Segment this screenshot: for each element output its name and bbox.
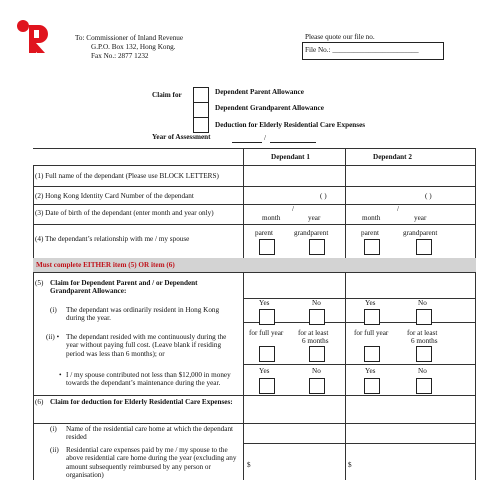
dep2-full-year-label: for full year (354, 329, 389, 337)
dep1-at-least-label: for at least (298, 329, 329, 337)
option-grandparent-allowance: Dependent Grandparent Allowance (215, 104, 324, 112)
dep1-parent-checkbox[interactable] (259, 239, 275, 255)
dep2-full-year-checkbox[interactable] (364, 346, 380, 362)
year-sep: / (264, 134, 266, 142)
dep1-expense-dollar: $ (247, 461, 251, 469)
dep2-contrib-yes-checkbox[interactable] (364, 378, 380, 394)
dep2-6-months-checkbox[interactable] (416, 346, 432, 362)
dep2-resident-yes-checkbox[interactable] (364, 309, 380, 325)
dep1-name-field[interactable] (244, 166, 344, 185)
dep2-parent-label: parent (361, 229, 379, 237)
dep2-6-months-label: 6 months (411, 337, 438, 345)
year-field-1[interactable] (232, 142, 262, 143)
dep1-expense-field[interactable] (255, 456, 343, 472)
dep2-grandparent-label: grandparent (403, 229, 438, 237)
item6ii-text: Residential care expenses paid by me / my spouse to the above residential care home during the year (excluding any amount subsequently reimbursed by any person or organisation) (66, 446, 237, 480)
dep1-grandparent-label: grandparent (294, 229, 329, 237)
dep2-hkid-check[interactable]: ( ) (425, 192, 432, 200)
row3-label: (3) Date of birth of the dependant (enter month and year only) (35, 209, 214, 217)
dep2-year-label: year (414, 214, 427, 222)
row4-label: (4) The dependant’s relationship with me / my spouse (35, 235, 190, 243)
dep1-grandparent-checkbox[interactable] (309, 239, 325, 255)
dep2-expense-dollar: $ (348, 461, 352, 469)
item5-title: Claim for Dependent Parent and / or Dependent Grandparent Allowance: (50, 279, 198, 296)
item5i-text: The dependant was ordinarily resident in Hong Kong during the year. (66, 306, 220, 323)
item5-number: (5) (35, 279, 44, 287)
row1-label: (1) Full name of the dependant (Please use BLOCK LETTERS) (35, 172, 219, 180)
col-header-dependant-2: Dependant 2 (373, 153, 412, 161)
dep2-resident-no-label: No (418, 299, 427, 307)
dep2-resident-yes-label: Yes (365, 299, 376, 307)
year-of-assessment-label: Year of Assessment (152, 133, 211, 141)
dep1-contrib-no-checkbox[interactable] (309, 378, 325, 394)
dep2-contrib-no-checkbox[interactable] (416, 378, 432, 394)
dep1-hkid-check[interactable]: ( ) (320, 192, 327, 200)
dep1-care-home-field[interactable] (244, 424, 344, 442)
dep2-resident-no-checkbox[interactable] (416, 309, 432, 325)
checkbox-grandparent-allowance[interactable] (193, 102, 209, 118)
dep2-contrib-no-label: No (418, 367, 427, 375)
item5i-number: (i) (50, 306, 57, 314)
item6ii-number: (ii) (50, 446, 59, 454)
ird-logo (17, 17, 50, 55)
dep1-contrib-yes-label: Yes (259, 367, 270, 375)
item6i-text: Name of the residential care home at which the dependant resided (66, 425, 234, 442)
item5ii-text: The dependant resided with me continuously during the year without paying full cost. (Leave blank if residing period was less than 6 months); or (66, 333, 227, 358)
item5ii-b-text: I / my spouse contributed not less than $12,000 in money towards the dependant’s maintenance during the year. (66, 371, 231, 388)
item5ii-b-bullet: • (59, 371, 62, 379)
fax-line: Fax No.: 2877 1232 (91, 52, 149, 60)
dep2-name-field[interactable] (346, 166, 474, 185)
row2-label: (2) Hong Kong Identity Card Number of the dependant (35, 192, 194, 200)
checkbox-parent-allowance[interactable] (193, 87, 209, 103)
dep1-full-year-checkbox[interactable] (259, 346, 275, 362)
address-line-1: To: Commissioner of Inland Revenue (75, 34, 184, 42)
dep1-resident-no-checkbox[interactable] (309, 309, 325, 325)
dep2-at-least-label: for at least (407, 329, 438, 337)
dob-slash-2: / (397, 205, 399, 213)
dep1-contrib-no-label: No (312, 367, 321, 375)
dep1-resident-yes-label: Yes (259, 299, 270, 307)
checkbox-elderly-care[interactable] (193, 117, 209, 133)
dep2-contrib-yes-label: Yes (365, 367, 376, 375)
col-header-dependant-1: Dependant 1 (271, 153, 310, 161)
dep1-resident-yes-checkbox[interactable] (259, 309, 275, 325)
dep2-month-label: month (362, 214, 381, 222)
dep1-month-label: month (262, 214, 281, 222)
quote-label: Please quote our file no. (305, 33, 375, 41)
year-field-2[interactable] (270, 142, 316, 143)
item6i-number: (i) (50, 425, 57, 433)
dep1-year-label: year (308, 214, 321, 222)
dep2-expense-field[interactable] (356, 456, 474, 472)
dep1-6-months-label: 6 months (302, 337, 329, 345)
must-complete-note: Must complete EITHER item (5) OR item (6) (36, 261, 175, 269)
claim-for-label: Claim for (152, 91, 182, 99)
file-no-label: File No.: ________________________ (305, 46, 419, 54)
dep1-full-year-label: for full year (249, 329, 284, 337)
item6-title: Claim for deduction for Elderly Residential Care Expenses: (50, 398, 233, 406)
option-parent-allowance: Dependent Parent Allowance (215, 88, 304, 96)
dep1-6-months-checkbox[interactable] (309, 346, 325, 362)
dep2-care-home-field[interactable] (346, 424, 474, 442)
dep1-parent-label: parent (255, 229, 273, 237)
dep2-parent-checkbox[interactable] (364, 239, 380, 255)
dep2-grandparent-checkbox[interactable] (416, 239, 432, 255)
option-elderly-care: Deduction for Elderly Residential Care Expenses (215, 121, 366, 129)
dob-slash-1: / (292, 205, 294, 213)
item5ii-number: (ii) • (46, 333, 60, 341)
item6-number: (6) (35, 398, 44, 406)
address-line-2: G.P.O. Box 132, Hong Kong. (91, 43, 176, 51)
dep1-resident-no-label: No (312, 299, 321, 307)
dep1-contrib-yes-checkbox[interactable] (259, 378, 275, 394)
